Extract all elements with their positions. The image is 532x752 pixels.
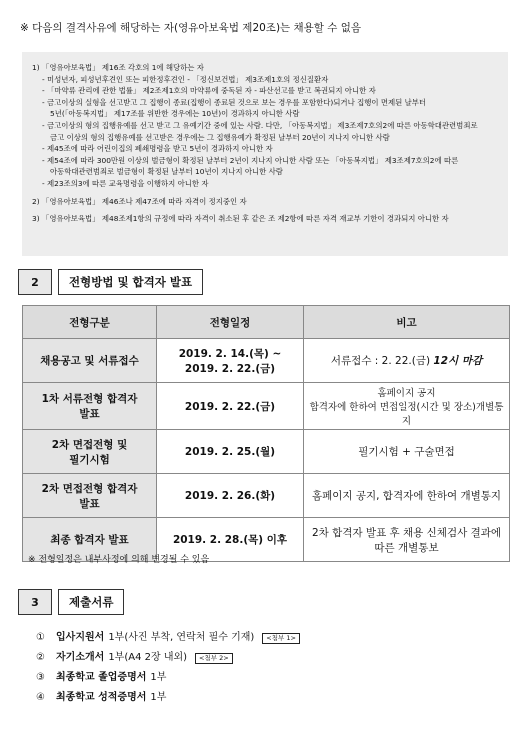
date-cell: 2019. 2. 14.(목) ~ 2019. 2. 22.(금) [157, 339, 304, 383]
document-name: 자기소개서 [56, 652, 105, 663]
attachment-tag: <첨부 1> [262, 633, 300, 644]
disq-line: 금고 이상의 형의 집행유예를 선고받은 경우에는 그 집행유예가 확정된 날부터 20년이 지나지 아니한 사람 [50, 132, 390, 142]
table-row [23, 383, 510, 430]
item-number: ① [36, 632, 45, 643]
disqualification-box [22, 52, 508, 256]
item-number: ④ [36, 692, 45, 703]
document-detail: 1부 [150, 692, 167, 703]
section-3-header [18, 589, 124, 615]
stage-cell: 2차 면접전형 합격자 발표 [23, 474, 157, 518]
disq-line: - 미성년자, 피성년후견인 또는 피한정후견인 - 「정신보건법」 제3조제1호의 정신질환자 [42, 74, 329, 84]
table-row [23, 430, 510, 474]
document-detail: 1부 [150, 672, 167, 683]
date-cell: 2019. 2. 25.(월) [157, 430, 304, 474]
section-title: 전형방법 및 합격자 발표 [58, 269, 203, 295]
deadline-text: 12시 마감 [433, 355, 483, 367]
disqualification-notice: ※ 다음의 결격사유에 해당하는 자(영유아보육법 제20조)는 채용할 수 없음 [20, 22, 362, 34]
document-name: 최종학교 졸업증명서 [56, 672, 147, 683]
disq-line: 3) 「영유아보육법」 제48조제1항의 규정에 따라 자격이 취소된 후 같은 조 제2항에 따른 자격 재교부 기한이 경과되지 아니한 자 [32, 214, 449, 224]
disq-line: - 제45조에 따라 어린이집의 폐쇄명령을 받고 5년이 경과하지 아니한 자 [42, 144, 273, 154]
attachment-tag: <첨부 2> [195, 653, 233, 664]
list-item [36, 688, 300, 708]
date-cell: 2019. 2. 28.(목) 이후 [157, 518, 304, 562]
document-detail: 1부(사진 부착, 연락처 필수 기재) [108, 632, 255, 643]
disq-line: 5년(「아동복지법」 제17조를 위반한 경우에는 10년)이 경과하지 아니한 사람 [50, 109, 300, 119]
note-cell [304, 339, 510, 383]
date-cell: 2019. 2. 26.(화) [157, 474, 304, 518]
disq-line: - 「마약류 관리에 관한 법률」 제2조제1호의 마약류에 중독된 자 - 파산선고를 받고 복권되지 아니한 자 [42, 86, 376, 96]
document-list [36, 628, 300, 708]
stage-cell: 채용공고 및 서류접수 [23, 339, 157, 383]
disq-line: 아동학대관련범죄로 벌금형이 확정된 날부터 10년이 지나지 아니한 사람 [50, 167, 283, 177]
section-title: 제출서류 [58, 589, 124, 615]
item-number: ② [36, 652, 45, 663]
note-cell: 필기시험 + 구술면접 [304, 430, 510, 474]
disq-line: - 금고이상의 형의 집행유예를 선고 받고 그 유예기간 중에 있는 사람. 다만, 「아동복지법」 제3조제7호의2에 따른 아동학대관련범죄로 [42, 120, 478, 130]
section-number: 3 [18, 589, 52, 615]
section-number: 2 [18, 269, 52, 295]
list-item [36, 628, 300, 648]
list-item [36, 668, 300, 688]
disq-line: 1) 「영유아보육법」 제16조 각호의 1에 해당하는 자 [32, 63, 204, 72]
item-number: ③ [36, 672, 45, 683]
document-name: 입사지원서 [56, 632, 105, 643]
schedule-note: ※ 전형일정은 내부사정에 의해 변경될 수 있음 [28, 555, 210, 565]
note-cell: 홈페이지 공지 합격자에 한하여 면접일정(시간 및 장소)개별통지 [304, 383, 510, 430]
date-cell: 2019. 2. 22.(금) [157, 383, 304, 430]
column-header: 전형일정 [157, 306, 304, 339]
disq-line: - 제23조의3에 따른 교육명령을 이행하지 아니한 자 [42, 178, 209, 188]
schedule-table [22, 305, 510, 562]
table-row [23, 474, 510, 518]
disq-line: - 금고이상의 실형을 선고받고 그 집행이 종료(집행이 종료된 것으로 보는 경우를 포함한다)되거나 집행이 면제된 날부터 [42, 97, 427, 107]
stage-cell: 2차 면접전형 및 필기시험 [23, 430, 157, 474]
disq-line: 2) 「영유아보육법」 제46조나 제47조에 따라 자격이 정지중인 자 [32, 196, 247, 206]
list-item [36, 648, 300, 668]
stage-cell: 1차 서류전형 합격자 발표 [23, 383, 157, 430]
note-text: 서류접수 : 2. 22.(금) [330, 355, 434, 367]
note-cell: 홈페이지 공지, 합격자에 한하여 개별통지 [304, 474, 510, 518]
column-header: 전형구분 [23, 306, 157, 339]
table-row [23, 339, 510, 383]
document-name: 최종학교 성적증명서 [56, 692, 147, 703]
note-cell: 2차 합격자 발표 후 채용 신체검사 결과에 따른 개별통보 [304, 518, 510, 562]
disq-line: - 제54조에 따라 300만원 이상의 벌금형이 확정된 날부터 2년이 지나지 아니한 사람 또는 「아동복지법」 제3조제7호의2에 따른 [42, 155, 459, 165]
column-header: 비고 [304, 306, 510, 339]
section-2-header [18, 269, 203, 295]
document-detail: 1부(A4 2장 내외) [108, 652, 188, 663]
table-header-row [23, 306, 510, 339]
stage-cell: 최종 합격자 발표 [23, 518, 157, 562]
